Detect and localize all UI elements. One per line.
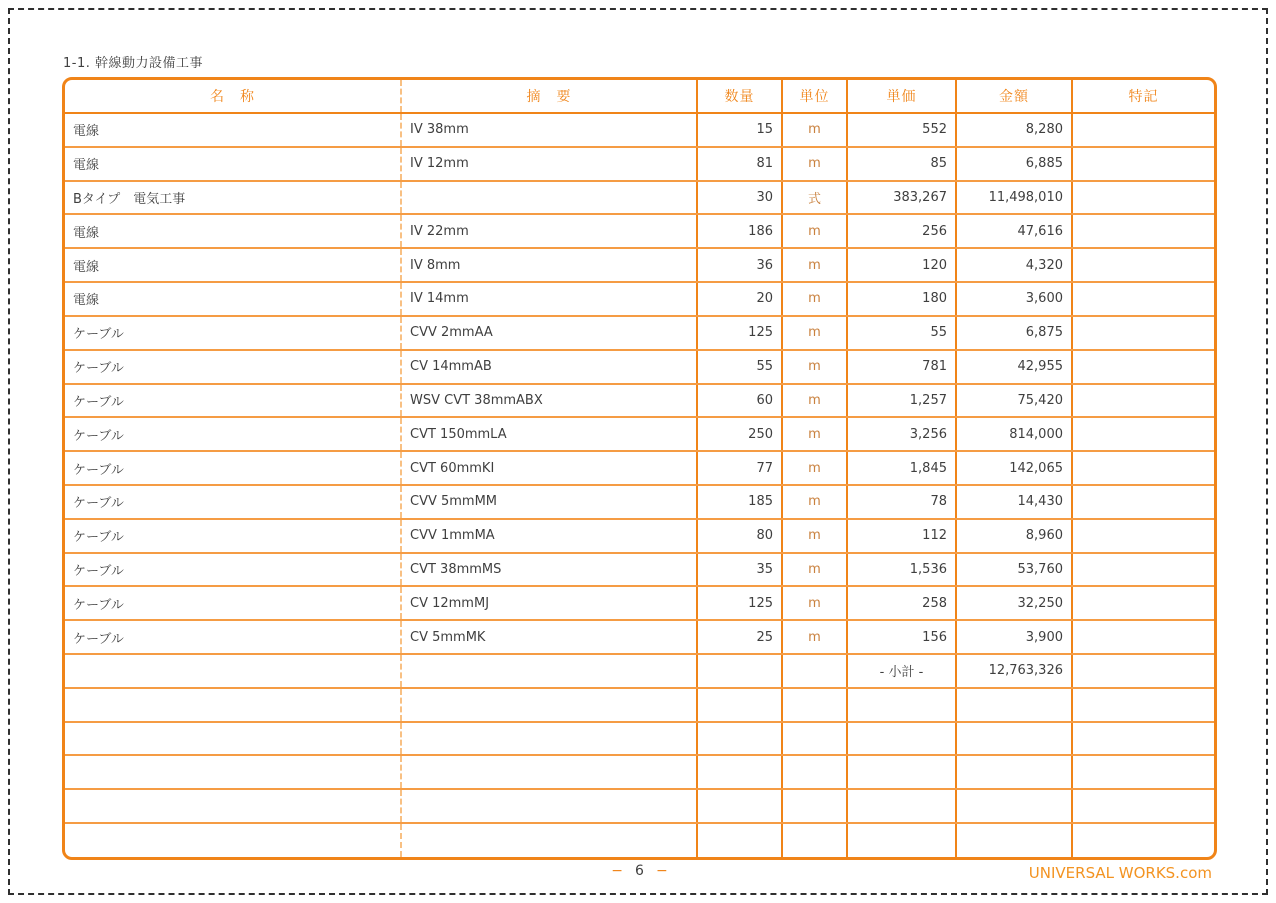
cell-unit: m — [782, 451, 847, 485]
cell-unit: m — [782, 316, 847, 350]
cell-desc: CVT 60mmKI — [401, 451, 697, 485]
page-number — [611, 863, 667, 879]
table-row — [65, 417, 1214, 451]
cell-price: 383,267 — [847, 181, 956, 215]
cell-name: ケーブル — [65, 384, 401, 418]
cell-qty: 81 — [697, 147, 782, 181]
table-row — [65, 316, 1214, 350]
cell-notes — [1072, 147, 1214, 181]
cell-notes — [1072, 316, 1214, 350]
cell-notes — [1072, 823, 1214, 857]
cell-amount: 75,420 — [956, 384, 1072, 418]
cell-price: 781 — [847, 350, 956, 384]
cell-qty: 250 — [697, 417, 782, 451]
cell-amount: 14,430 — [956, 485, 1072, 519]
cell-name: 電線 — [65, 214, 401, 248]
cell-name: ケーブル — [65, 350, 401, 384]
section-title: 1-1. 幹線動力設備工事 — [63, 56, 203, 71]
cell-desc: CVV 5mmMM — [401, 485, 697, 519]
cell-desc: WSV CVT 38mmABX — [401, 384, 697, 418]
cell-amount: 6,875 — [956, 316, 1072, 350]
cell-name — [65, 789, 401, 823]
cell-notes — [1072, 417, 1214, 451]
table-row — [65, 688, 1214, 722]
page-number-dash-right: − — [655, 863, 668, 879]
cell-amount: 142,065 — [956, 451, 1072, 485]
cell-price: - 小計 - — [847, 654, 956, 688]
table-row — [65, 248, 1214, 282]
cell-notes — [1072, 688, 1214, 722]
cell-desc — [401, 654, 697, 688]
footer — [62, 863, 1217, 885]
cell-notes — [1072, 586, 1214, 620]
table-row — [65, 113, 1214, 147]
cell-name: 電線 — [65, 282, 401, 316]
cell-unit: m — [782, 586, 847, 620]
cell-price — [847, 789, 956, 823]
cell-amount: 11,498,010 — [956, 181, 1072, 215]
cell-desc — [401, 181, 697, 215]
page-number-dash-left: − — [611, 863, 624, 879]
cell-unit: m — [782, 350, 847, 384]
cell-amount: 814,000 — [956, 417, 1072, 451]
cell-notes — [1072, 553, 1214, 587]
cell-notes — [1072, 350, 1214, 384]
cell-unit: m — [782, 553, 847, 587]
cell-amount — [956, 755, 1072, 789]
cell-price: 3,256 — [847, 417, 956, 451]
cell-name — [65, 654, 401, 688]
cell-unit: m — [782, 248, 847, 282]
column-header-unit: 単位 — [782, 80, 847, 113]
cell-qty: 125 — [697, 316, 782, 350]
column-header-amount: 金額 — [956, 80, 1072, 113]
cell-notes — [1072, 755, 1214, 789]
cell-qty: 35 — [697, 553, 782, 587]
cell-desc: CV 14mmAB — [401, 350, 697, 384]
cell-unit — [782, 789, 847, 823]
cell-qty — [697, 688, 782, 722]
cell-qty: 185 — [697, 485, 782, 519]
table-row — [65, 485, 1214, 519]
cell-name: ケーブル — [65, 451, 401, 485]
cell-name: ケーブル — [65, 519, 401, 553]
cell-notes — [1072, 181, 1214, 215]
cell-price: 112 — [847, 519, 956, 553]
cell-notes — [1072, 485, 1214, 519]
column-header-qty: 数量 — [697, 80, 782, 113]
cell-amount: 53,760 — [956, 553, 1072, 587]
cell-unit: m — [782, 282, 847, 316]
cell-desc: CV 12mmMJ — [401, 586, 697, 620]
cell-amount: 8,280 — [956, 113, 1072, 147]
cell-amount: 32,250 — [956, 586, 1072, 620]
cell-notes — [1072, 654, 1214, 688]
table-row — [65, 384, 1214, 418]
cell-desc: IV 12mm — [401, 147, 697, 181]
cell-notes — [1072, 113, 1214, 147]
cell-desc — [401, 789, 697, 823]
cell-notes — [1072, 722, 1214, 756]
cell-desc — [401, 722, 697, 756]
table-row — [65, 350, 1214, 384]
cell-qty: 125 — [697, 586, 782, 620]
table-header-row — [65, 80, 1214, 113]
cell-qty: 30 — [697, 181, 782, 215]
cell-name: 電線 — [65, 147, 401, 181]
cell-notes — [1072, 451, 1214, 485]
cell-unit: m — [782, 620, 847, 654]
cell-name — [65, 722, 401, 756]
cell-price — [847, 722, 956, 756]
page-number-value: 6 — [635, 863, 644, 879]
cell-amount: 42,955 — [956, 350, 1072, 384]
cell-unit: m — [782, 147, 847, 181]
column-header-desc: 摘 要 — [401, 80, 697, 113]
cell-unit — [782, 654, 847, 688]
cell-name — [65, 755, 401, 789]
cell-desc: IV 22mm — [401, 214, 697, 248]
column-header-name: 名 称 — [65, 80, 401, 113]
cell-desc: IV 8mm — [401, 248, 697, 282]
cell-qty — [697, 722, 782, 756]
cell-notes — [1072, 789, 1214, 823]
cell-price: 1,257 — [847, 384, 956, 418]
cell-name: 電線 — [65, 113, 401, 147]
cell-price: 85 — [847, 147, 956, 181]
cell-notes — [1072, 519, 1214, 553]
cell-desc — [401, 823, 697, 857]
cell-amount: 8,960 — [956, 519, 1072, 553]
table-row — [65, 451, 1214, 485]
cell-amount: 4,320 — [956, 248, 1072, 282]
cell-desc: CVT 38mmMS — [401, 553, 697, 587]
cell-price: 1,845 — [847, 451, 956, 485]
estimate-table — [62, 77, 1217, 860]
cell-price: 180 — [847, 282, 956, 316]
cell-amount — [956, 823, 1072, 857]
table-row — [65, 654, 1214, 688]
cell-desc: CV 5mmMK — [401, 620, 697, 654]
cell-price: 1,536 — [847, 553, 956, 587]
table-row — [65, 722, 1214, 756]
cell-unit: 式 — [782, 181, 847, 215]
cell-name — [65, 688, 401, 722]
cell-notes — [1072, 248, 1214, 282]
cell-qty — [697, 654, 782, 688]
cell-price — [847, 823, 956, 857]
cell-desc: IV 14mm — [401, 282, 697, 316]
cell-amount: 6,885 — [956, 147, 1072, 181]
cell-unit: m — [782, 519, 847, 553]
cell-price — [847, 688, 956, 722]
cell-unit — [782, 823, 847, 857]
site-label: UNIVERSAL WORKS.com — [1028, 864, 1212, 882]
cell-unit — [782, 722, 847, 756]
cell-qty: 20 — [697, 282, 782, 316]
cell-name: ケーブル — [65, 485, 401, 519]
cell-amount — [956, 722, 1072, 756]
table-row — [65, 789, 1214, 823]
cell-amount: 12,763,326 — [956, 654, 1072, 688]
column-header-notes: 特記 — [1072, 80, 1214, 113]
cell-price: 78 — [847, 485, 956, 519]
cell-unit — [782, 688, 847, 722]
table-body — [65, 113, 1214, 857]
estimate-table-grid — [65, 80, 1214, 857]
cell-notes — [1072, 282, 1214, 316]
cell-price: 120 — [847, 248, 956, 282]
cell-desc — [401, 688, 697, 722]
cell-unit: m — [782, 417, 847, 451]
cell-price: 55 — [847, 316, 956, 350]
cell-amount: 47,616 — [956, 214, 1072, 248]
cell-price: 552 — [847, 113, 956, 147]
cell-qty: 55 — [697, 350, 782, 384]
cell-name: ケーブル — [65, 316, 401, 350]
cell-desc: CVV 1mmMA — [401, 519, 697, 553]
cell-amount: 3,900 — [956, 620, 1072, 654]
cell-price: 258 — [847, 586, 956, 620]
cell-unit: m — [782, 113, 847, 147]
cell-unit: m — [782, 485, 847, 519]
cell-name: ケーブル — [65, 417, 401, 451]
cell-qty: 15 — [697, 113, 782, 147]
cell-price: 156 — [847, 620, 956, 654]
cell-qty — [697, 755, 782, 789]
cell-qty: 77 — [697, 451, 782, 485]
cell-amount — [956, 789, 1072, 823]
table-row — [65, 214, 1214, 248]
cell-amount: 3,600 — [956, 282, 1072, 316]
cell-notes — [1072, 620, 1214, 654]
table-row — [65, 586, 1214, 620]
table-row — [65, 519, 1214, 553]
cell-name: ケーブル — [65, 620, 401, 654]
cell-unit: m — [782, 214, 847, 248]
cell-notes — [1072, 214, 1214, 248]
cell-unit: m — [782, 384, 847, 418]
table-row — [65, 755, 1214, 789]
cell-qty — [697, 789, 782, 823]
table-row — [65, 620, 1214, 654]
cell-unit — [782, 755, 847, 789]
cell-price — [847, 755, 956, 789]
cell-name: 電線 — [65, 248, 401, 282]
table-row — [65, 823, 1214, 857]
cell-notes — [1072, 384, 1214, 418]
cell-name: Bタイプ 電気工事 — [65, 181, 401, 215]
cell-desc: CVV 2mmAA — [401, 316, 697, 350]
cell-amount — [956, 688, 1072, 722]
cell-qty: 80 — [697, 519, 782, 553]
table-row — [65, 181, 1214, 215]
table-row — [65, 553, 1214, 587]
cell-desc: IV 38mm — [401, 113, 697, 147]
cell-qty: 36 — [697, 248, 782, 282]
table-row — [65, 147, 1214, 181]
cell-price: 256 — [847, 214, 956, 248]
cell-desc — [401, 755, 697, 789]
cell-qty: 60 — [697, 384, 782, 418]
cell-desc: CVT 150mmLA — [401, 417, 697, 451]
table-row — [65, 282, 1214, 316]
column-header-price: 単価 — [847, 80, 956, 113]
cell-name — [65, 823, 401, 857]
cell-qty — [697, 823, 782, 857]
cell-name: ケーブル — [65, 586, 401, 620]
cell-qty: 25 — [697, 620, 782, 654]
cell-qty: 186 — [697, 214, 782, 248]
cell-name: ケーブル — [65, 553, 401, 587]
